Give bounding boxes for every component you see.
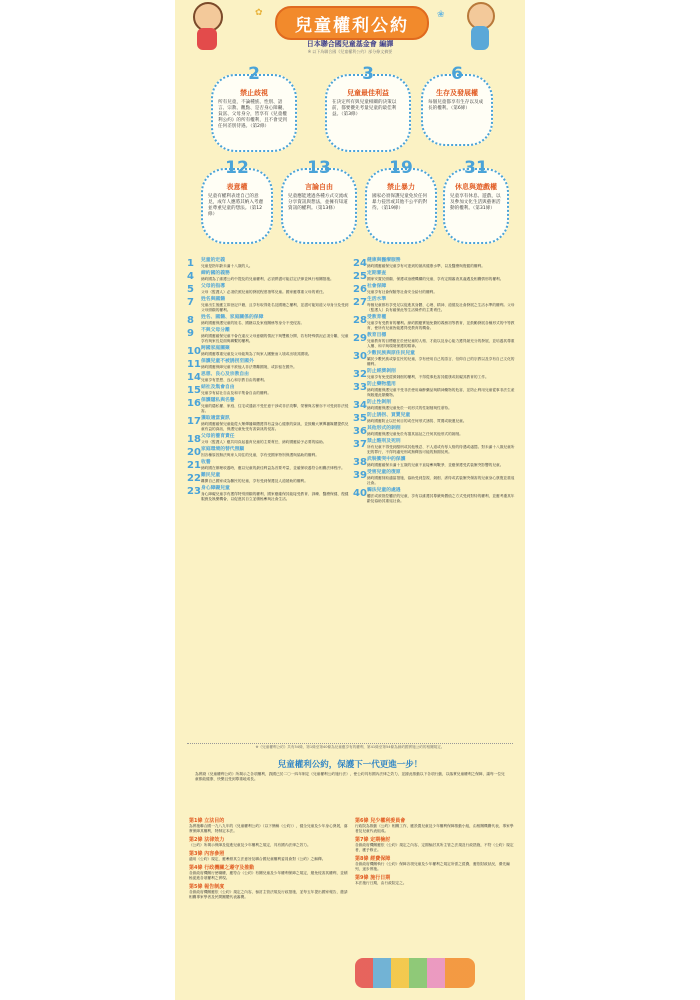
article-text: 締約國在辦理收養時，應以兒童的最佳利益為首要考量，並確保收養符合相關法律程序。 bbox=[201, 466, 345, 470]
article-text: 離開自己國家成為難民的兒童，享有受到保護及人道援助的權利。 bbox=[201, 479, 308, 483]
article-text: 締約國應防止以任何目的或任何形式誘拐、買賣或販運兒童。 bbox=[367, 419, 467, 423]
principle-title: 休息與遊戲權 bbox=[455, 183, 497, 191]
header-note: ※ 以下為聯合國《兒童權利公約》部分條文摘要 bbox=[307, 49, 393, 54]
article-item bbox=[353, 470, 518, 486]
article-number: 40 bbox=[353, 488, 367, 499]
action-text: 為實施聯合國一九八九年的《兒童權利公約》（以下簡稱《公約》），健全兒童及少年身心發展，落實保障其權利，特制定本法。 bbox=[189, 824, 348, 833]
article-text: 締約國應保障兒童不被他人非法帶離國境，或扣留在國外。 bbox=[201, 365, 297, 369]
principle-number: 19 bbox=[389, 158, 413, 178]
principle-number: 2 bbox=[248, 64, 260, 84]
article-item bbox=[353, 413, 518, 424]
action-item bbox=[189, 851, 349, 862]
article-item bbox=[187, 447, 352, 458]
article-text: 締約國應確保兒童享有可達到的最高健康水準，以及醫療與復健的權利。 bbox=[367, 264, 485, 268]
principle-bubble-19 bbox=[365, 158, 437, 244]
action-title: 第7條 定期檢討 bbox=[355, 837, 391, 843]
key-principles bbox=[175, 62, 525, 247]
action-item bbox=[355, 818, 515, 834]
article-number: 33 bbox=[353, 382, 367, 393]
principle-title: 禁止歧視 bbox=[240, 89, 268, 97]
article-number: 20 bbox=[187, 447, 201, 458]
principle-number: 31 bbox=[464, 158, 488, 178]
article-text: 父母（監護人）必須依照兒童的發展程度指導兒童。國家應尊重父母的責任。 bbox=[201, 290, 327, 294]
article-title: 社會保障 bbox=[367, 284, 387, 289]
article-title: 兒童的定義 bbox=[201, 258, 225, 263]
article-item bbox=[353, 457, 518, 468]
article-number: 29 bbox=[353, 333, 367, 344]
children-group-illustration bbox=[355, 958, 475, 988]
article-title: 防止性剝削 bbox=[367, 400, 391, 405]
action-text: 適用《公約》規定，應參照其立法意旨及聯合國兒童權利委員會對《公約》之解釋。 bbox=[189, 857, 326, 861]
action-title: 第1條 立法目的 bbox=[189, 818, 225, 824]
article-text: 父母（監護人）應共同負起養育兒童的主要責任，締約國應給予必要的協助。 bbox=[201, 440, 327, 444]
article-title: 禁止酷刑及死刑 bbox=[367, 439, 401, 444]
article-title: 身心障礙兒童 bbox=[201, 486, 230, 491]
article-title: 姓名、國籍、家庭關係的保障 bbox=[201, 315, 264, 320]
action-title: 第4條 行政機關之遵守及推動 bbox=[189, 865, 255, 871]
article-item bbox=[353, 315, 518, 331]
action-item bbox=[189, 884, 349, 900]
article-item bbox=[353, 284, 518, 295]
principle-bubble-2 bbox=[211, 64, 297, 152]
principle-text: 在決定所有與兒童相關的決策以前，都要優先考量兒童的最佳利益。（第3條） bbox=[332, 100, 397, 117]
article-number: 25 bbox=[353, 271, 367, 282]
article-text: 締約國為了維護公約中提及的兒童權利，必須將盡可能訂定法律並執行相關措施。 bbox=[201, 277, 334, 281]
article-title: 防止藥物濫用 bbox=[367, 382, 396, 387]
article-item bbox=[187, 398, 352, 414]
article-item bbox=[353, 297, 518, 313]
article-number: 8 bbox=[187, 315, 194, 326]
article-number: 14 bbox=[187, 372, 201, 383]
article-item bbox=[187, 315, 352, 326]
article-title: 防止經濟剝削 bbox=[367, 369, 396, 374]
principle-text: 每個兒童都享有生存以及成長的權利。（第6條） bbox=[428, 100, 484, 111]
article-number: 10 bbox=[187, 346, 201, 357]
action-title: 第3條 內容參照 bbox=[189, 851, 225, 857]
article-item bbox=[187, 473, 352, 484]
actions-column-left bbox=[189, 818, 349, 903]
article-item bbox=[187, 284, 352, 295]
article-title: 姓名與國籍 bbox=[201, 297, 225, 302]
article-item bbox=[187, 328, 352, 344]
article-title: 防止誘拐、買賣兒童 bbox=[367, 413, 411, 418]
action-text: 本法施行日期，由行政院定之。 bbox=[355, 881, 407, 885]
principle-text: 國家必須保護兒童免於任何暴力侵害或其他不公平的對待。（第19條） bbox=[372, 194, 428, 211]
principle-text: 兒童享有休息、遊戲，以及參加文化生活與藝術活動的權利。（第31條） bbox=[450, 194, 501, 211]
article-number: 32 bbox=[353, 369, 367, 380]
article-item bbox=[187, 271, 352, 282]
article-item bbox=[353, 488, 518, 504]
article-text: 締約國應保護兒童不受非法使用麻醉藥品與精神藥物的危害，並防止利用兒童從事非法生產與販運此類藥物。 bbox=[367, 388, 515, 397]
article-number: 34 bbox=[353, 400, 367, 411]
article-number: 39 bbox=[353, 470, 367, 481]
article-number: 1 bbox=[187, 258, 194, 269]
principle-bubble-12 bbox=[201, 158, 273, 244]
article-item bbox=[353, 333, 518, 349]
principle-title: 生存及發展權 bbox=[436, 89, 478, 97]
article-number: 18 bbox=[187, 434, 201, 445]
principle-bubble-31 bbox=[443, 158, 509, 244]
principle-title: 言論自由 bbox=[305, 183, 333, 191]
article-text: 屬於少數民族或原住民的兒童，享有使用自己的語言、信仰自己的宗教以及享有自己文化的權利。 bbox=[367, 357, 515, 366]
principle-title: 禁止暴力 bbox=[387, 183, 415, 191]
article-number: 16 bbox=[187, 398, 201, 409]
article-number: 35 bbox=[353, 413, 367, 424]
action-item bbox=[189, 865, 349, 881]
article-title: 獲取適當資訊 bbox=[201, 416, 230, 421]
article-item bbox=[353, 400, 518, 411]
action-item bbox=[355, 875, 515, 886]
principle-text: 兒童有權利表達自己的意見，成年人應將其納入考慮並尊重兒童的想法。（第12條） bbox=[208, 194, 264, 217]
article-number: 17 bbox=[187, 416, 201, 427]
article-title: 家庭環境的替代照顧 bbox=[201, 447, 245, 452]
action-item bbox=[189, 818, 349, 834]
article-title: 其他形式的剝削 bbox=[367, 426, 401, 431]
action-item bbox=[355, 837, 515, 853]
article-title: 保護兒童不被誘拐至國外 bbox=[201, 359, 254, 364]
action-text: 各級政府機關執行《公約》保障各項兒童及少年權利之規定所需之經費，應依財政狀況，優先編列，逐步實施。 bbox=[355, 862, 510, 871]
article-item bbox=[353, 382, 518, 398]
article-item bbox=[187, 372, 352, 383]
header bbox=[175, 0, 525, 62]
article-text: 兒童的隱私權、家庭、住宅或通訊不受任意干涉或非法攻擊，榮譽與名譽亦不可受到非法侵害。 bbox=[201, 404, 349, 413]
article-number: 23 bbox=[187, 486, 201, 497]
article-text: 觸法或被指控觸法的兒童，享有以維護其尊嚴與價值之方式受到對待的權利，並應考慮其年齡及協助其重返社會。 bbox=[367, 494, 515, 503]
article-number: 7 bbox=[187, 297, 194, 308]
actions-column-right bbox=[355, 818, 515, 889]
article-text: 締約國應保護兒童免於一切形式的性剝削與性虐待。 bbox=[367, 406, 452, 410]
article-title: 跨國家庭團聚 bbox=[201, 346, 230, 351]
action-text: 行政院為推動《公約》相關工作，應設置兒童及少年權利保障推動小組，由相關機關代表、專家學者及兒童代表組成。 bbox=[355, 824, 514, 833]
article-number: 37 bbox=[353, 439, 367, 450]
butterfly-icon: ❀ bbox=[437, 10, 445, 20]
article-text: 身心障礙兒童享有獲得特別照顧的權利，國家應確保其能接受教育、訓練、醫療保健、復健服務及娛樂機會，以促進其自立並積極參與社會生活。 bbox=[201, 492, 349, 501]
article-text: 兒童出生後應立即登記戶籍，且享有取得姓名及國籍之權利，並盡可能知道父母身分及受到父母照顧的權利。 bbox=[201, 303, 349, 312]
article-number: 22 bbox=[187, 473, 201, 484]
articles-column-left bbox=[187, 258, 352, 504]
article-title: 健康與醫療服務 bbox=[367, 258, 401, 263]
article-number: 5 bbox=[187, 284, 194, 295]
articles-column-right bbox=[353, 258, 518, 506]
article-number: 26 bbox=[353, 284, 367, 295]
article-text: 因各種原因無法與家人同住的兒童，享有受國家特別保護與協助的權利。 bbox=[201, 453, 319, 457]
article-text: 兒童是指年齡未滿十八歲的人。 bbox=[201, 264, 253, 268]
article-text: 每個兒童都有享受足以促進其身體、心理、精神、道德及社會發展之生活水準的權利。父母（監護人）負有確保此等生活條件的主要責任。 bbox=[367, 303, 515, 312]
article-text: 國家安置於照顧、保護或治療機構的兒童，享有定期審查其處遇及相關情形的權利。 bbox=[367, 277, 504, 281]
action-title: 第9條 施行日期 bbox=[355, 875, 391, 881]
article-item bbox=[187, 297, 352, 313]
organization-name: 日本聯合國兒童基金會 編譯 bbox=[306, 40, 394, 48]
article-title: 教育目標 bbox=[367, 333, 387, 338]
articles-list bbox=[175, 258, 525, 728]
action-text: 各級政府機關行使職權，應符合《公約》有關兒童及少年權利保障之規定，避免侵害其權利，並積極促進各項權利之實現。 bbox=[189, 871, 348, 880]
principle-bubble-13 bbox=[281, 158, 357, 244]
article-item bbox=[187, 416, 352, 432]
action-title: 第6條 兒少權利委員會 bbox=[355, 818, 406, 824]
article-number: 36 bbox=[353, 426, 367, 437]
article-number: 9 bbox=[187, 328, 194, 339]
article-text: 締約國應保護兒童的姓名、國籍以及家庭關係等身分不受侵害。 bbox=[201, 321, 305, 325]
article-title: 結社及集會自由 bbox=[201, 385, 235, 390]
article-item bbox=[353, 351, 518, 367]
article-text: 兒童享有受教育的權利。締約國應實施免費的義務初等教育，並鼓勵發展各種形式的中等教育，使所有兒童皆能獲得受教育的機會。 bbox=[367, 321, 515, 330]
principle-number: 3 bbox=[362, 64, 374, 84]
article-title: 難民兒童 bbox=[201, 473, 221, 478]
principle-number: 6 bbox=[451, 64, 463, 84]
footnote: ※《兒童權利公約》共有54條，第1條至第40條為兒童應享有的權利，第41條至第54條為締約國實施公約的相關規定。 bbox=[255, 745, 445, 749]
article-text: 兒童享有結社自由及和平集會自由的權利。 bbox=[201, 391, 272, 395]
article-number: 15 bbox=[187, 385, 201, 396]
action-text: 各級政府機關應依《公約》規定之內容，定期檢討其所主管之法規及行政措施，不符《公約》規定者，應予修正。 bbox=[355, 843, 514, 852]
article-text: 締約國應確保未滿十五歲的兒童不直接參與戰爭，並應保護受武裝衝突影響的兒童。 bbox=[367, 463, 504, 467]
article-number: 30 bbox=[353, 351, 367, 362]
action-text: 各級政府機關應依《公約》規定之內容，檢討主管法規及行政措施，並每五年提出國家報告，邀請相關專家學者及民間團體代表審閱。 bbox=[189, 890, 348, 899]
action-title: 第5條 報告制度 bbox=[189, 884, 225, 890]
pledge-intro: 為實踐《兒童權利公約》所揭示之各項權利，我國已於二〇一四年制定《兒童權利公約施行法》，使公約具有國內法律之效力，並據此推動以下各項行動，以落實兒童權利之保障，讓每一位兒童都能健康、快樂且受到尊重地成長。 bbox=[195, 772, 505, 781]
article-title: 保護隱私與名譽 bbox=[201, 398, 235, 403]
principle-text: 兒童應能透過各種方式交流或分享資訊與想法，並擁有知道資訊的權利。（第13條） bbox=[288, 194, 348, 211]
article-item bbox=[353, 258, 518, 269]
article-number: 24 bbox=[353, 258, 367, 269]
divider bbox=[187, 743, 513, 744]
article-number: 4 bbox=[187, 271, 194, 282]
article-title: 定期審查 bbox=[367, 271, 387, 276]
article-item bbox=[353, 439, 518, 455]
article-title: 受教育權 bbox=[367, 315, 387, 320]
principle-bubble-3 bbox=[325, 64, 411, 152]
article-text: 締約國應保護兒童免於有損其福祉之任何其他形式的剝削。 bbox=[367, 432, 463, 436]
article-item bbox=[353, 271, 518, 282]
article-text: 締約國應尊重兒童及父母能夠為了與家人團聚而入境或出境其國境。 bbox=[201, 352, 312, 356]
article-number: 11 bbox=[187, 359, 201, 370]
article-title: 受害兒童的復原 bbox=[367, 470, 401, 475]
principle-title: 兒童最佳利益 bbox=[347, 89, 389, 97]
action-text: 《公約》所揭示保障及促進兒童及少年權利之規定，具有國內法律之效力。 bbox=[189, 843, 311, 847]
action-item bbox=[355, 856, 515, 872]
article-text: 兒童享有思想、良心和宗教自由的權利。 bbox=[201, 378, 268, 382]
pledge-title: 兒童權利公約，保護下一代更進一步！ bbox=[277, 760, 423, 770]
principle-number: 13 bbox=[307, 158, 331, 178]
principle-title: 表意權 bbox=[226, 183, 248, 191]
article-item bbox=[353, 369, 518, 380]
article-item bbox=[187, 258, 352, 269]
page-title: 兒童權利公約 bbox=[295, 15, 409, 36]
article-text: 兒童享有社會保險等社會安全給付的權利。 bbox=[367, 290, 438, 294]
article-title: 少數民族與原住民兒童 bbox=[367, 351, 415, 356]
article-number: 27 bbox=[353, 297, 367, 308]
action-title: 第2條 法律效力 bbox=[189, 837, 225, 843]
article-title: 生活水準 bbox=[367, 297, 387, 302]
article-title: 不與父母分離 bbox=[201, 328, 230, 333]
article-text: 締約國應確保兒童不會在違反父母意願的情況下與雙親分開，若有特殊情況必須分離，兒童享有與家長見面與聯繫的權利。 bbox=[201, 334, 349, 343]
article-number: 38 bbox=[353, 457, 367, 468]
article-item bbox=[187, 385, 352, 396]
article-item bbox=[187, 346, 352, 357]
article-text: 締約國應確保兒童能從大眾傳播媒體獲得有益身心健康的資訊，並鼓勵大眾傳播媒體提供兒童有益的資訊，保護兒童免受有害資訊的侵害。 bbox=[201, 422, 349, 431]
article-number: 28 bbox=[353, 315, 367, 326]
article-title: 締約國的義務 bbox=[201, 271, 230, 276]
article-title: 武裝衝突中的保護 bbox=[367, 457, 406, 462]
poster bbox=[175, 0, 525, 1000]
article-text: 兒童教育的目標應在於使兒童的人格、才能以及身心能力獲得最充分的發展，並培養其尊重人權、和平與環境保護的精神。 bbox=[367, 339, 515, 348]
article-text: 締約國應採取適當措施，協助受到忽視、剝削、虐待或武裝衝突傷害的兒童身心康復並重返社會。 bbox=[367, 476, 515, 485]
action-item bbox=[189, 837, 349, 848]
article-item bbox=[187, 460, 352, 471]
article-item bbox=[187, 359, 352, 370]
title-banner bbox=[275, 6, 429, 40]
article-title: 父母的養育責任 bbox=[201, 434, 235, 439]
article-text: 所有兒童不得受到酷刑或其他殘忍、不人道或有辱人格的待遇或處罰。對未滿十八歲兒童所犯的罪行，不得判處死刑或無釋放可能的無期徒刑。 bbox=[367, 445, 515, 454]
article-title: 思想、良心及宗教自由 bbox=[201, 372, 249, 377]
principle-text: 所有兒童，不論種族、性別、語言、宗教、觀點、是否身心障礙、貧富、父母身分，皆享有《兒童權利公約》的所有權利，且不會受到任何差別待遇。（第2條） bbox=[218, 100, 287, 129]
article-title: 觸法兒童的處遇 bbox=[367, 488, 401, 493]
article-title: 父母的指導 bbox=[201, 284, 225, 289]
article-item bbox=[353, 426, 518, 437]
article-title: 收養 bbox=[201, 460, 211, 465]
principle-number: 12 bbox=[225, 158, 249, 178]
action-title: 第8條 經費保障 bbox=[355, 856, 391, 862]
article-text: 兒童享有免受經濟剝削的權利，不得從事危害其健康或妨礙其教育的工作。 bbox=[367, 375, 489, 379]
article-item bbox=[187, 434, 352, 445]
principle-bubble-6 bbox=[421, 64, 493, 146]
article-item bbox=[187, 486, 352, 502]
article-number: 21 bbox=[187, 460, 201, 471]
butterfly-icon: ✿ bbox=[255, 8, 263, 18]
